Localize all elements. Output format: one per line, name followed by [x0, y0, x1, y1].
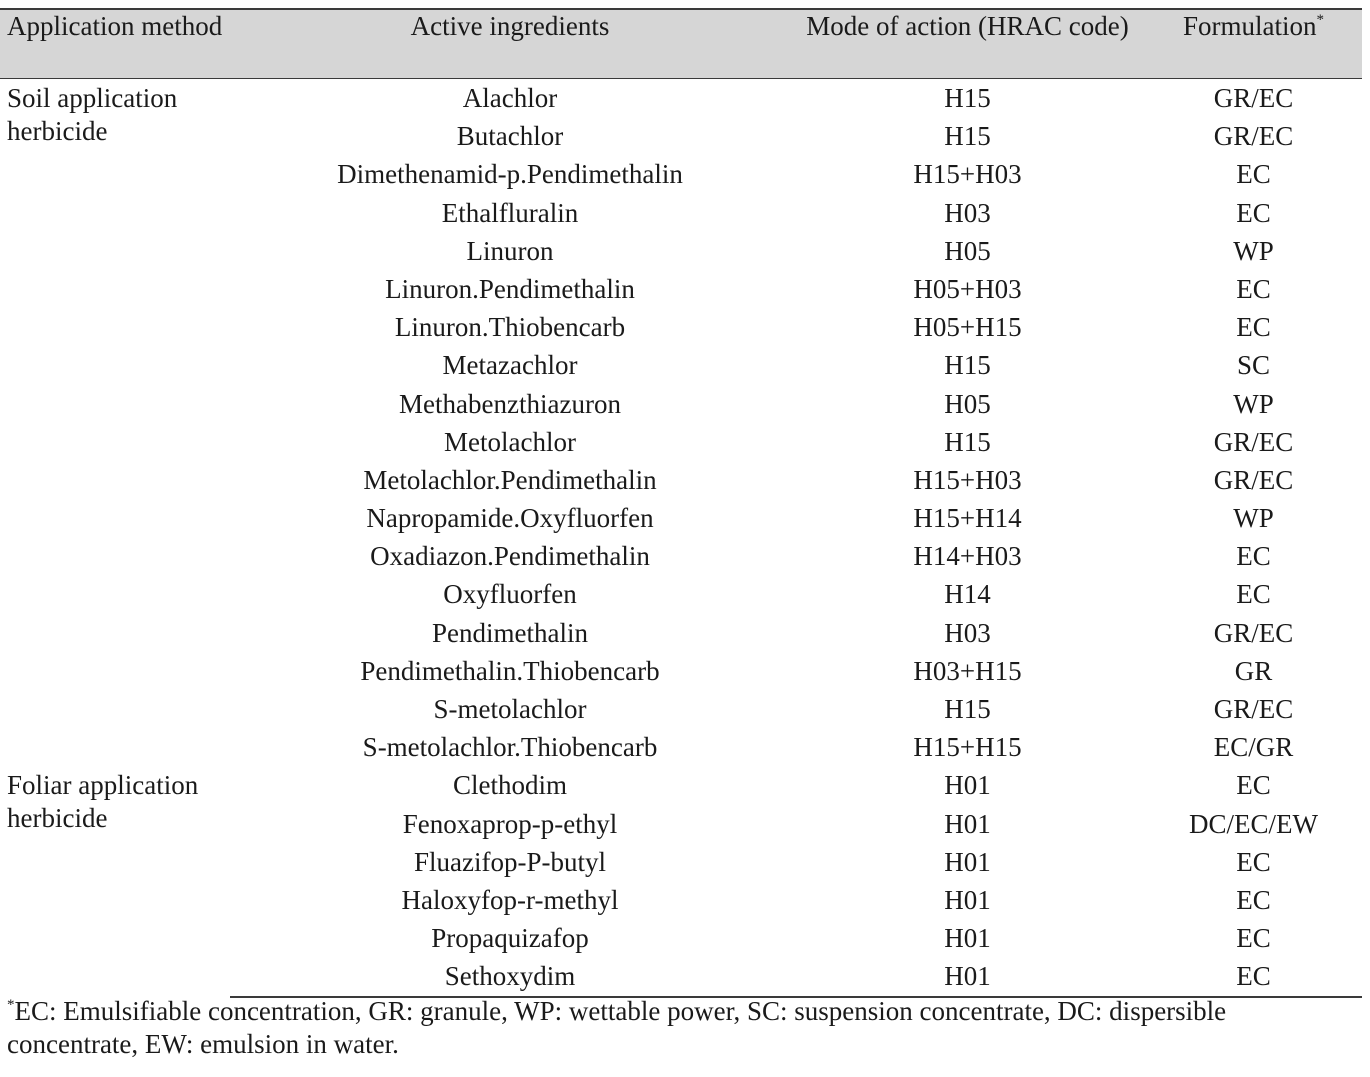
formulation-cell: WP [1233, 235, 1274, 266]
mode-of-action-cell: H01 [944, 923, 991, 954]
active-ingredient-cell: Fenoxaprop-p-ethyl [402, 808, 618, 839]
active-ingredient-cell: Metolachlor [444, 426, 576, 457]
mode-of-action-cell: H05+H15 [913, 312, 1022, 343]
active-ingredient-cell: Metolachlor.Pendimethalin [363, 464, 657, 495]
mode-of-action-cell: H15 [944, 426, 991, 457]
formulation-cell: GR/EC [1213, 464, 1294, 495]
formulation-cell: EC [1236, 579, 1271, 610]
herbicide-table-container [0, 8, 1362, 998]
mode-of-action-cell: H14+H03 [913, 541, 1022, 572]
mode-of-action-cell: H05 [944, 235, 991, 266]
mode-of-action-cell: H15+H03 [913, 464, 1022, 495]
active-ingredient-cell: Pendimethalin.Thiobencarb [360, 655, 660, 686]
formulation-cell: GR/EC [1213, 694, 1294, 724]
table-header [0, 9, 1362, 79]
formulation-cell: EC/GR [1213, 732, 1294, 763]
active-ingredient-cell: Methabenzthiazuron [399, 388, 621, 419]
header-row [0, 9, 1362, 79]
mode-of-action-cell: H15+H14 [913, 503, 1022, 534]
active-ingredient-cell: Pendimethalin [432, 617, 588, 648]
mode-of-action-cell: H15 [944, 694, 991, 724]
footnote-marker: * [1316, 12, 1324, 28]
active-ingredient-cell: Alachlor [462, 83, 558, 113]
mode-of-action-cell: H01 [944, 770, 991, 801]
mode-of-action-cell: H03 [944, 197, 991, 228]
table-body [0, 79, 1362, 997]
formulation-cell: EC [1236, 923, 1271, 954]
formulation-cell: GR/EC [1213, 426, 1294, 457]
header-formulation-label: Formulation [1183, 11, 1317, 41]
active-ingredient-cell: Clethodim [453, 770, 567, 801]
active-ingredient-cell: Oxadiazon.Pendimethalin [370, 541, 650, 572]
active-ingredient-cell: Ethalfluralin [441, 197, 579, 228]
mode-of-action-cell: H03 [944, 617, 991, 648]
footnote-text: EC: Emulsifiable concentration, GR: granule, WP: wettable power, SC: suspension concentrate, DC: dispersible concentrate, EW: emulsion in water. [7, 996, 1227, 1059]
active-ingredient-cell: Butachlor [456, 121, 564, 152]
formulation-cell: EC [1236, 273, 1271, 304]
formulation-cell: WP [1233, 503, 1274, 534]
active-ingredient-cell: Napropamide.Oxyfluorfen [366, 503, 654, 534]
formulation-cell: WP [1233, 388, 1274, 419]
application-method-cell: Soil application herbicide [7, 83, 178, 146]
mode-of-action-cell: H01 [944, 846, 991, 877]
mode-of-action-cell: H01 [944, 884, 991, 915]
active-ingredient-cell: S-metolachlor.Thiobencarb [362, 732, 658, 763]
table-row [0, 766, 1362, 804]
header-formulation [1145, 9, 1362, 79]
formulation-cell: EC [1236, 312, 1271, 343]
formulation-cell: EC [1236, 541, 1271, 572]
header-active-ingredients: Active ingredients [410, 11, 610, 41]
mode-of-action-cell: H15 [944, 350, 991, 381]
formulation-cell: SC [1236, 350, 1271, 381]
formulation-cell: EC [1145, 957, 1362, 996]
active-ingredient-cell: Propaquizafop [431, 923, 589, 954]
active-ingredient-cell: Oxyfluorfen [443, 579, 577, 610]
footnote-mark: * [7, 997, 15, 1013]
active-ingredient-cell: Linuron [466, 235, 554, 266]
mode-of-action-cell: H01 [944, 808, 991, 839]
table-footnote [7, 995, 1352, 1061]
formulation-cell: EC [1236, 884, 1271, 915]
mode-of-action-cell: H05 [944, 388, 991, 419]
header-mode-of-action: Mode of action (HRAC code) [806, 11, 1129, 41]
herbicide-table [0, 8, 1362, 998]
mode-of-action-cell: H15 [944, 121, 991, 152]
formulation-cell: GR [1234, 655, 1273, 686]
mode-of-action-cell: H01 [790, 957, 1145, 996]
mode-of-action-cell: H15+H03 [913, 159, 1022, 190]
active-ingredient-cell: Metazachlor [442, 350, 578, 381]
formulation-cell: GR/EC [1213, 83, 1294, 113]
formulation-cell: DC/EC/EW [1189, 808, 1318, 839]
active-ingredient-cell: Sethoxydim [230, 957, 790, 996]
active-ingredient-cell: S-metolachlor [433, 694, 587, 724]
active-ingredient-cell: Linuron.Pendimethalin [385, 273, 635, 304]
active-ingredient-cell: Fluazifop-P-butyl [414, 846, 606, 877]
mode-of-action-cell: H14 [944, 579, 991, 610]
formulation-cell: EC [1236, 846, 1271, 877]
mode-of-action-cell: H15+H15 [913, 732, 1022, 763]
formulation-cell: EC [1236, 197, 1271, 228]
mode-of-action-cell: H05+H03 [913, 273, 1022, 304]
application-method-cell: Foliar application herbicide [7, 770, 199, 834]
mode-of-action-cell: H03+H15 [913, 655, 1022, 686]
formulation-cell: GR/EC [1213, 617, 1294, 648]
table-row [0, 79, 1362, 118]
active-ingredient-cell: Haloxyfop-r-methyl [401, 884, 619, 915]
formulation-cell: EC [1236, 770, 1271, 801]
active-ingredient-cell: Linuron.Thiobencarb [394, 312, 626, 343]
mode-of-action-cell: H15 [944, 83, 991, 113]
formulation-cell: GR/EC [1213, 121, 1294, 152]
formulation-cell: EC [1236, 159, 1271, 190]
header-application-method: Application method [7, 11, 223, 41]
active-ingredient-cell: Dimethenamid-p.Pendimethalin [337, 159, 683, 190]
